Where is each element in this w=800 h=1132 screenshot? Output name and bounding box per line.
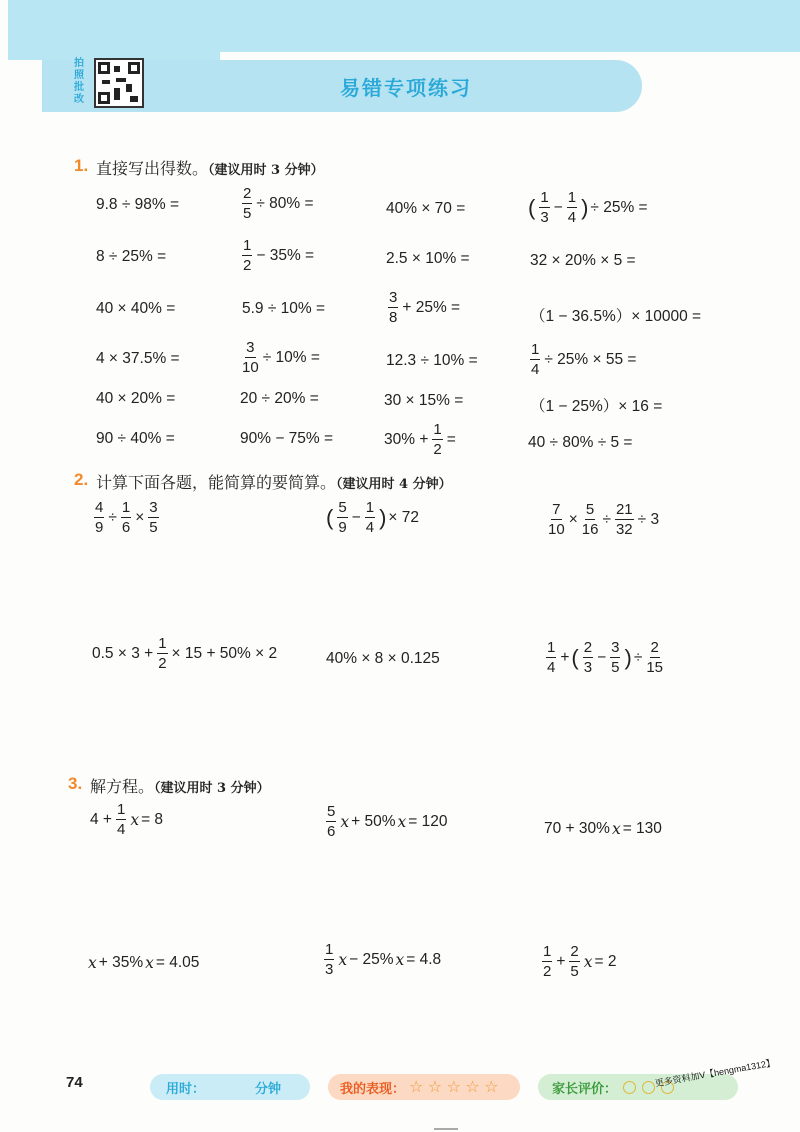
s1-r6-c3: 30% + $\frac{1}{2}$ =: [384, 421, 456, 458]
s1-r5-c3: 30 × 15% =: [384, 392, 464, 409]
s2-p2: ( $\frac{5}{9}$ − $\frac{1}{4}$ ) × 72: [326, 499, 420, 536]
s1-r6-c4: 40 ÷ 80% ÷ 5 =: [528, 434, 633, 451]
s3-e1: 4 + $\frac{1}{4}$ x = 8: [90, 801, 164, 838]
s1-r2-c2: $\frac{1}{2}$ − 35% =: [243, 237, 315, 274]
s2-p4: 0.5 × 3 + $\frac{1}{2}$ × 15 + 50% × 2: [92, 635, 278, 672]
performance-label: 我的表现：: [340, 1080, 406, 1096]
s1-r5-c2: 20 ÷ 20% =: [240, 390, 319, 407]
section-2-title: [96, 470, 452, 493]
time-label: 用时：: [166, 1080, 206, 1096]
s2-p3: $\frac{7}{10}$ × $\frac{5}{16}$ ÷ $\frac{21}{32}$ ÷ 3: [548, 501, 660, 538]
s1-r3-c3: $\frac{3}{8}$ + 25% =: [389, 289, 461, 326]
s3-e2: $\frac{5}{6}$ x + 50% x = 120: [327, 803, 448, 840]
s2-p1: $\frac{4}{9}$ ÷ $\frac{1}{6}$ × $\frac{3}{5}$: [95, 499, 158, 536]
parent-label: 家长评价：: [552, 1080, 618, 1096]
qr-code-icon[interactable]: [94, 58, 144, 108]
s3-e3: 70 + 30% x = 130: [544, 820, 662, 838]
photo-grade-label: 拍照批改: [74, 58, 84, 105]
s1-r1-c3: 40% × 70 =: [386, 200, 466, 217]
s1-r3-c4: （1 − 36.5%）× 10000 =: [530, 308, 702, 325]
section-3-heading: 解方程。: [90, 779, 155, 796]
s1-r3-c1: 40 × 40% =: [96, 300, 176, 317]
time-unit: 分钟: [255, 1080, 282, 1096]
section-3-note: （建议用时 3 分钟）: [154, 781, 270, 796]
my-performance-rating[interactable]: [328, 1074, 520, 1100]
section-2-note: （建议用时 4 分钟）: [336, 477, 452, 492]
s2-p6: $\frac{1}{4}$ + ( $\frac{2}{3}$ − $\frac{3}{5}$ ) ÷ $\frac{2}{15}$: [547, 639, 664, 676]
s1-r4-c4: $\frac{1}{4}$ ÷ 25% × 55 =: [531, 341, 637, 378]
page-number: 74: [66, 1074, 83, 1091]
time-spent-field[interactable]: [150, 1074, 310, 1100]
section-3-number: 3.: [68, 774, 83, 793]
s1-r6-c1: 90 ÷ 40% =: [96, 430, 175, 447]
s2-p5: 40% × 8 × 0.125: [326, 650, 440, 667]
s1-r5-c1: 40 × 20% =: [96, 390, 176, 407]
section-3-title: [90, 774, 270, 797]
section-1-heading: 直接写出得数。: [96, 161, 209, 178]
section-1-title: [96, 156, 324, 179]
s1-r5-c4: （1 − 25%）× 16 =: [530, 398, 663, 415]
smiley-face-icon[interactable]: [623, 1081, 636, 1094]
s1-r4-c3: 12.3 ÷ 10% =: [386, 352, 478, 369]
smiley-face-icon[interactable]: [642, 1081, 655, 1094]
s3-e4: x + 35% x = 4.05: [88, 954, 200, 972]
star-rating-icons[interactable]: ☆ ☆ ☆ ☆ ☆: [409, 1079, 499, 1096]
s1-r3-c2: 5.9 ÷ 10% =: [242, 300, 326, 317]
s1-r2-c3: 2.5 × 10% =: [386, 250, 470, 267]
s1-r1-c2: $\frac{2}{5}$ ÷ 80% =: [243, 185, 314, 222]
s3-e5: $\frac{1}{3}$ x − 25% x = 4.8: [325, 941, 442, 978]
s1-r4-c1: 4 × 37.5% =: [96, 350, 180, 367]
page-title: 易错专项练习: [340, 78, 472, 100]
s1-r1-c1: 9.8 ÷ 98% =: [96, 196, 180, 213]
section-1-number: 1.: [74, 156, 89, 175]
watermark-text: 更多资料加V【hengma1312】: [654, 1057, 776, 1089]
s1-r4-c2: $\frac{3}{10}$ ÷ 10% =: [242, 339, 320, 376]
s3-e6: $\frac{1}{2}$ + $\frac{2}{5}$ x = 2: [543, 943, 617, 980]
s1-r2-c4: 32 × 20% × 5 =: [530, 252, 636, 269]
section-1-note: （建议用时 3 分钟）: [208, 163, 324, 178]
section-2-number: 2.: [74, 470, 89, 489]
section-2-heading: 计算下面各题，能简算的要简算。: [96, 475, 337, 492]
bottom-divider: [434, 1128, 458, 1130]
s1-r2-c1: 8 ÷ 25% =: [96, 248, 167, 265]
s1-r1-c4: ( $\frac{1}{3}$ − $\frac{1}{4}$ ) ÷ 25% =: [528, 189, 648, 226]
s1-r6-c2: 90% − 75% =: [240, 430, 334, 447]
